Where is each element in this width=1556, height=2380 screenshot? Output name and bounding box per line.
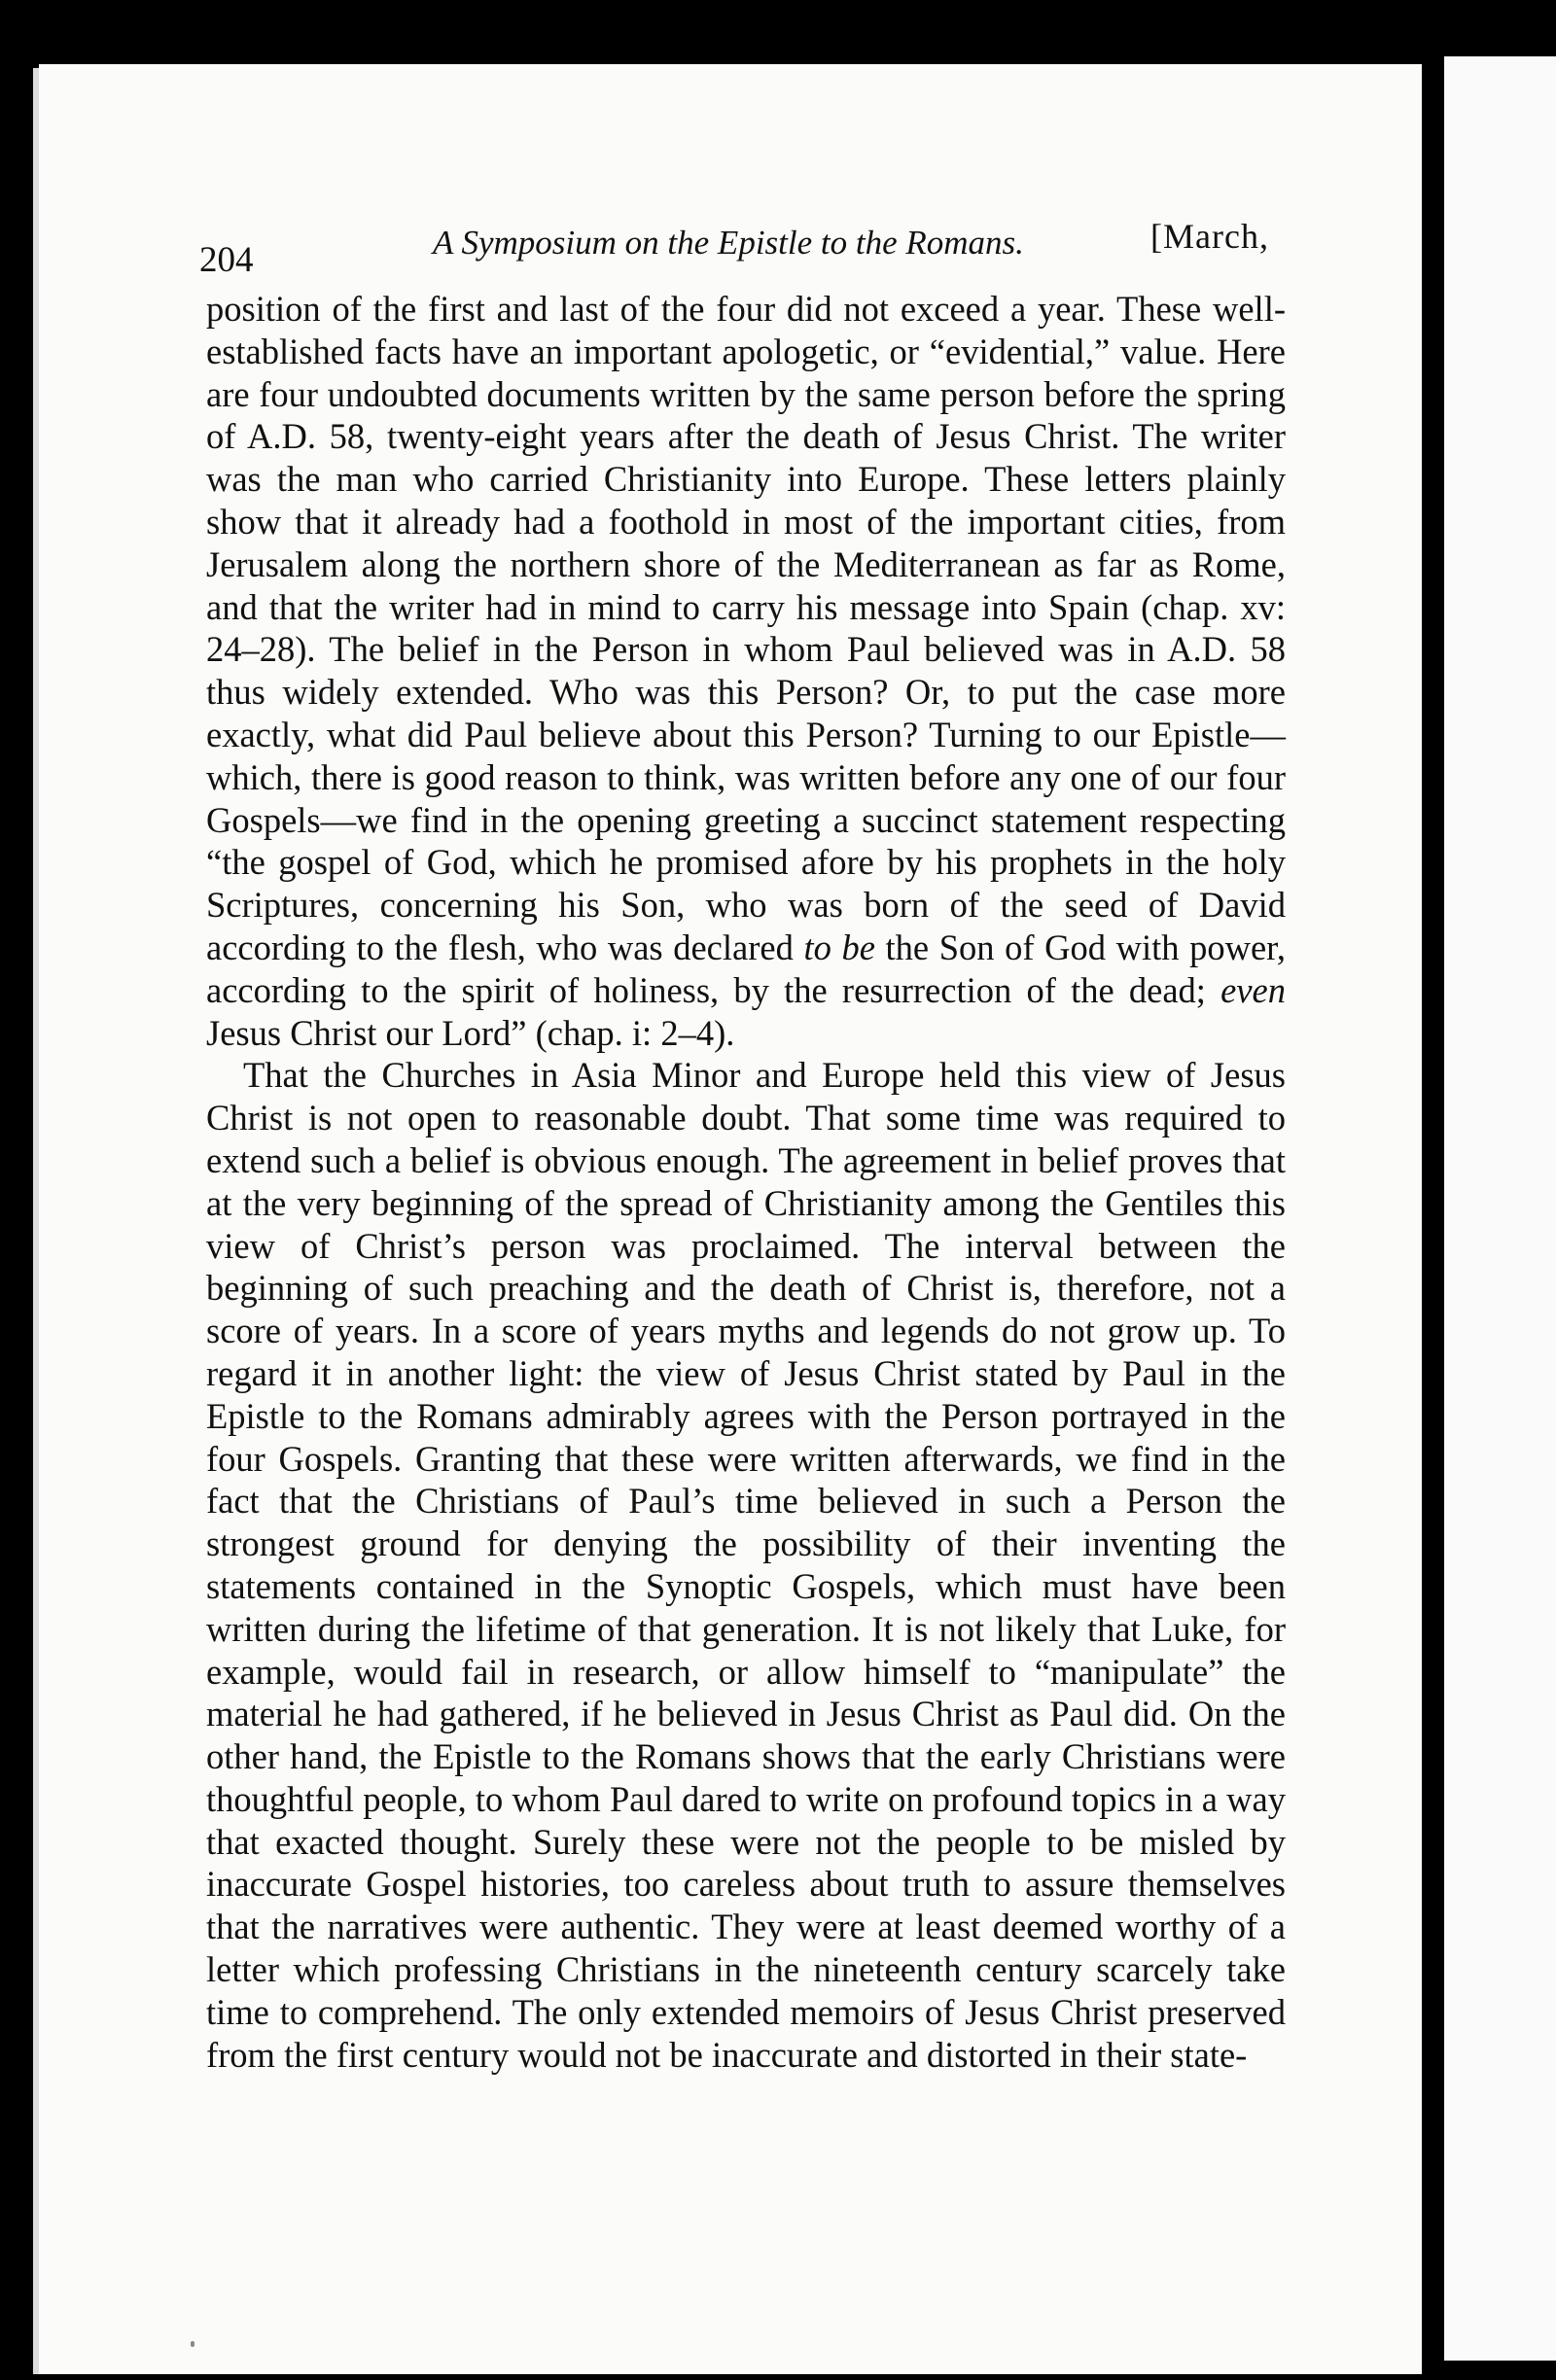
page-header	[199, 216, 1269, 284]
paragraph-2: That the Churches in Asia Minor and Europe held this view of Jesus Christ is not open to reasonable doubt. That some time was required to extend such a belief is obvious enough. The agreement in belief proves that at the very beginning of the spread of Christianity among the Gentiles this view of Christ’s person was proclaimed. The interval between the beginning of such preaching and the death of Christ is, therefore, not a score of years. In a score of years myths and legends do not grow up. To regard it in another light: the view of Jesus Christ stated by Paul in the Epistle to the Romans admirably agrees with the Person portrayed in the four Gospels. Granting that these were written afterwards, we find in the fact that the Christians of Paul’s time believed in such a Person the strongest ground for denying the possibility of their inventing the statements contained in the Synoptic Gospels, which must have been written during the lifetime of that generation. It is not likely that Luke, for example, would fail in research, or allow himself to “manipulate” the material he had gathered, if he believed in Jesus Christ as Paul did. On the other hand, the Epistle to the Romans shows that the early Christians were thoughtful people, to whom Paul dared to write on profound topics in a way that exacted thought. Surely these were not the people to be misled by inaccurate Gospel histories, too careless about truth to assure themselves that the narratives were authentic. They were at least deemed worthy of a letter which professing Christians in the nineteenth century scarcely take time to comprehend. The only extended memoirs of Jesus Christ preserved from the first century would not be inaccurate and distorted in their state-	[206, 1055, 1286, 2075]
adjacent-page-edge	[1444, 56, 1556, 2361]
paragraph-1-middle: the Son of God with power, according to the spirit of holiness, by the resurrection of the dead;	[206, 927, 1286, 1010]
scan-speck	[191, 2341, 194, 2347]
emphasis-even: even	[1220, 969, 1286, 1010]
paragraph-1-start: position of the first and last of the four did not exceed a year. These well-established facts have an important apologetic, or “evidential,” value. Here are four undoubted documents written by the same person before the spring of A.D. 58, twenty-eight years after the death of Jesus Christ. The writer was the man who carried Christianity into Europe. These letters plainly show that it already had a foothold in most of the important cities, from Jerusalem along the northern shore of the Mediterranean as far as Rome, and that the writer had in mind to carry his message into Spain (chap. xv: 24–28). The belief in the Person in whom Paul believed was in A.D. 58 thus widely extended. Who was this Person? Or, to put the case more exactly, what did Paul believe about this Person? Turning to our Epistle—which, there is good reason to think, was written before any one of our four Gospels—we find in the opening greeting a succinct statement respecting “the gospel of God, which he promised afore by his prophets in the holy Scriptures, concerning his Son, who was born of the seed of David according to the flesh, who was declared	[206, 289, 1286, 967]
article-body	[206, 288, 1286, 2076]
paragraph-1	[206, 288, 1286, 1054]
running-title: A Symposium on the Epistle to the Romans.	[433, 224, 1024, 262]
section-month: [March,	[1150, 217, 1269, 256]
page-number: 204	[199, 240, 254, 280]
emphasis-to-be: to be	[803, 927, 875, 967]
paragraph-1-end: Jesus Christ our Lord” (chap. i: 2–4).	[206, 1012, 735, 1053]
